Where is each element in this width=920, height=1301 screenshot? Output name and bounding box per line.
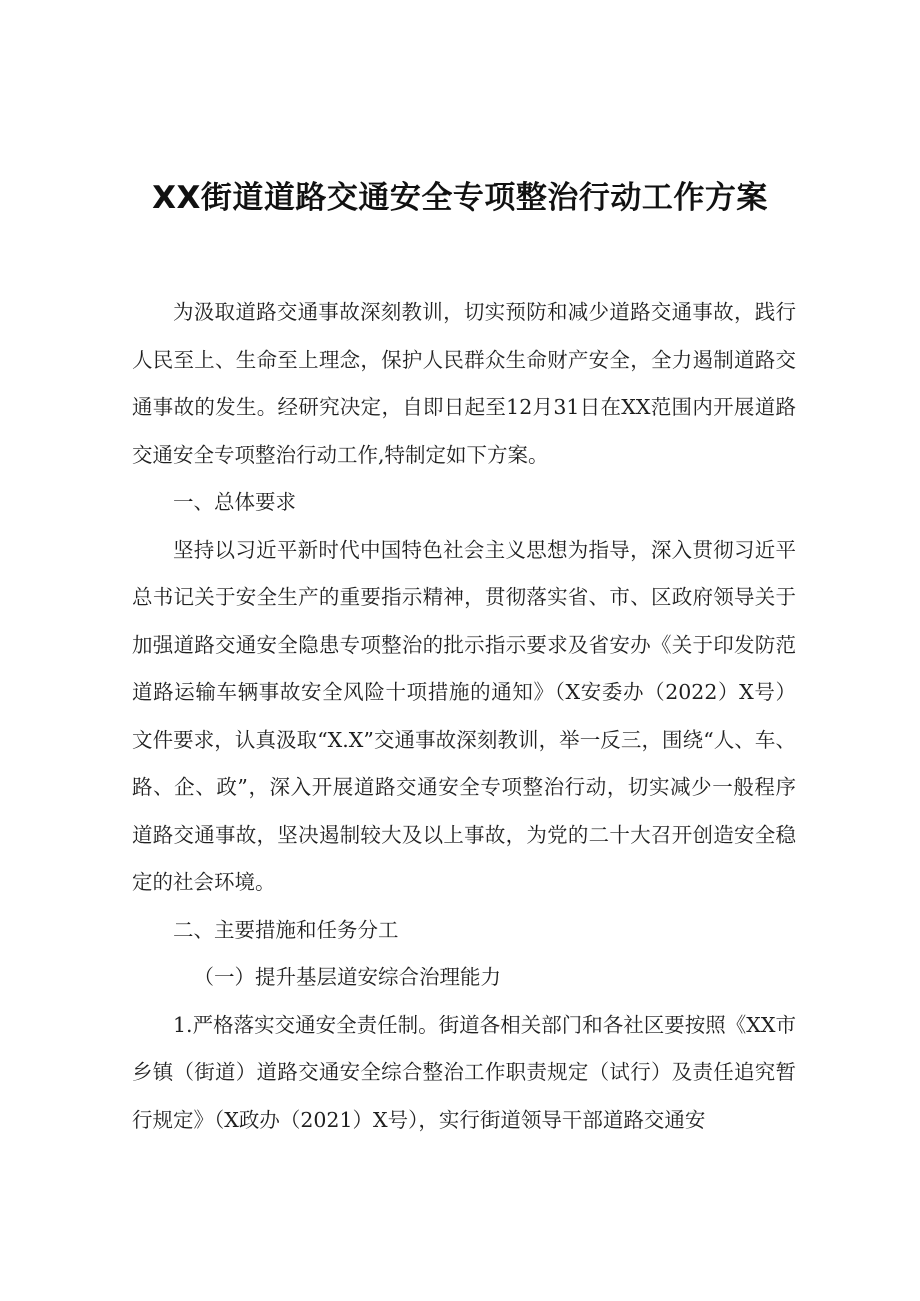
subsection-heading-grassroots-governance: （一）提升基层道安综合治理能力	[193, 965, 501, 989]
document-body	[132, 289, 796, 1144]
measure-item-1-paragraph: 1.严格落实交通安全责任制。街道各相关部门和各社区要按照《XX市乡镇（街道）道路交通安全综合整治工作职责规定（试行）及责任追究暂行规定》（X政办（2021）X号），实行街道领导干部道路交通安	[132, 1012, 796, 1132]
section-heading-main-measures: 二、主要措施和任务分工	[173, 917, 399, 942]
intro-paragraph: 为汲取道路交通事故深刻教训，切实预防和减少道路交通事故，践行人民至上、生命至上理念，保护人民群众生命财产安全，全力遏制道路交通事故的发生。经研究决定，自即日起至12月31日在XX范围内开展道路交通安全专项整治行动工作,特制定如下方案。	[132, 300, 796, 467]
general-requirements-paragraph: 坚持以习近平新时代中国特色社会主义思想为指导，深入贯彻习近平总书记关于安全生产的重要指示精神，贯彻落实省、市、区政府领导关于加强道路交通安全隐患专项整治的批示指示要求及省安办《关于印发防范道路运输车辆事故安全风险十项措施的通知》（X安委办（2022）X号）文件要求，认真汲取“X.X”交通事故深刻教训，举一反三，围绕“人、车、路、企、政”，深入开展道路交通安全专项整治行动，切实减少一般程序道路交通事故，坚决遏制较大及以上事故，为党的二十大召开创造安全稳定的社会环境。	[132, 537, 796, 894]
section-heading-general-requirements: 一、总体要求	[173, 490, 296, 514]
document-title: XX街道道路交通安全专项整治行动工作方案	[152, 180, 768, 216]
